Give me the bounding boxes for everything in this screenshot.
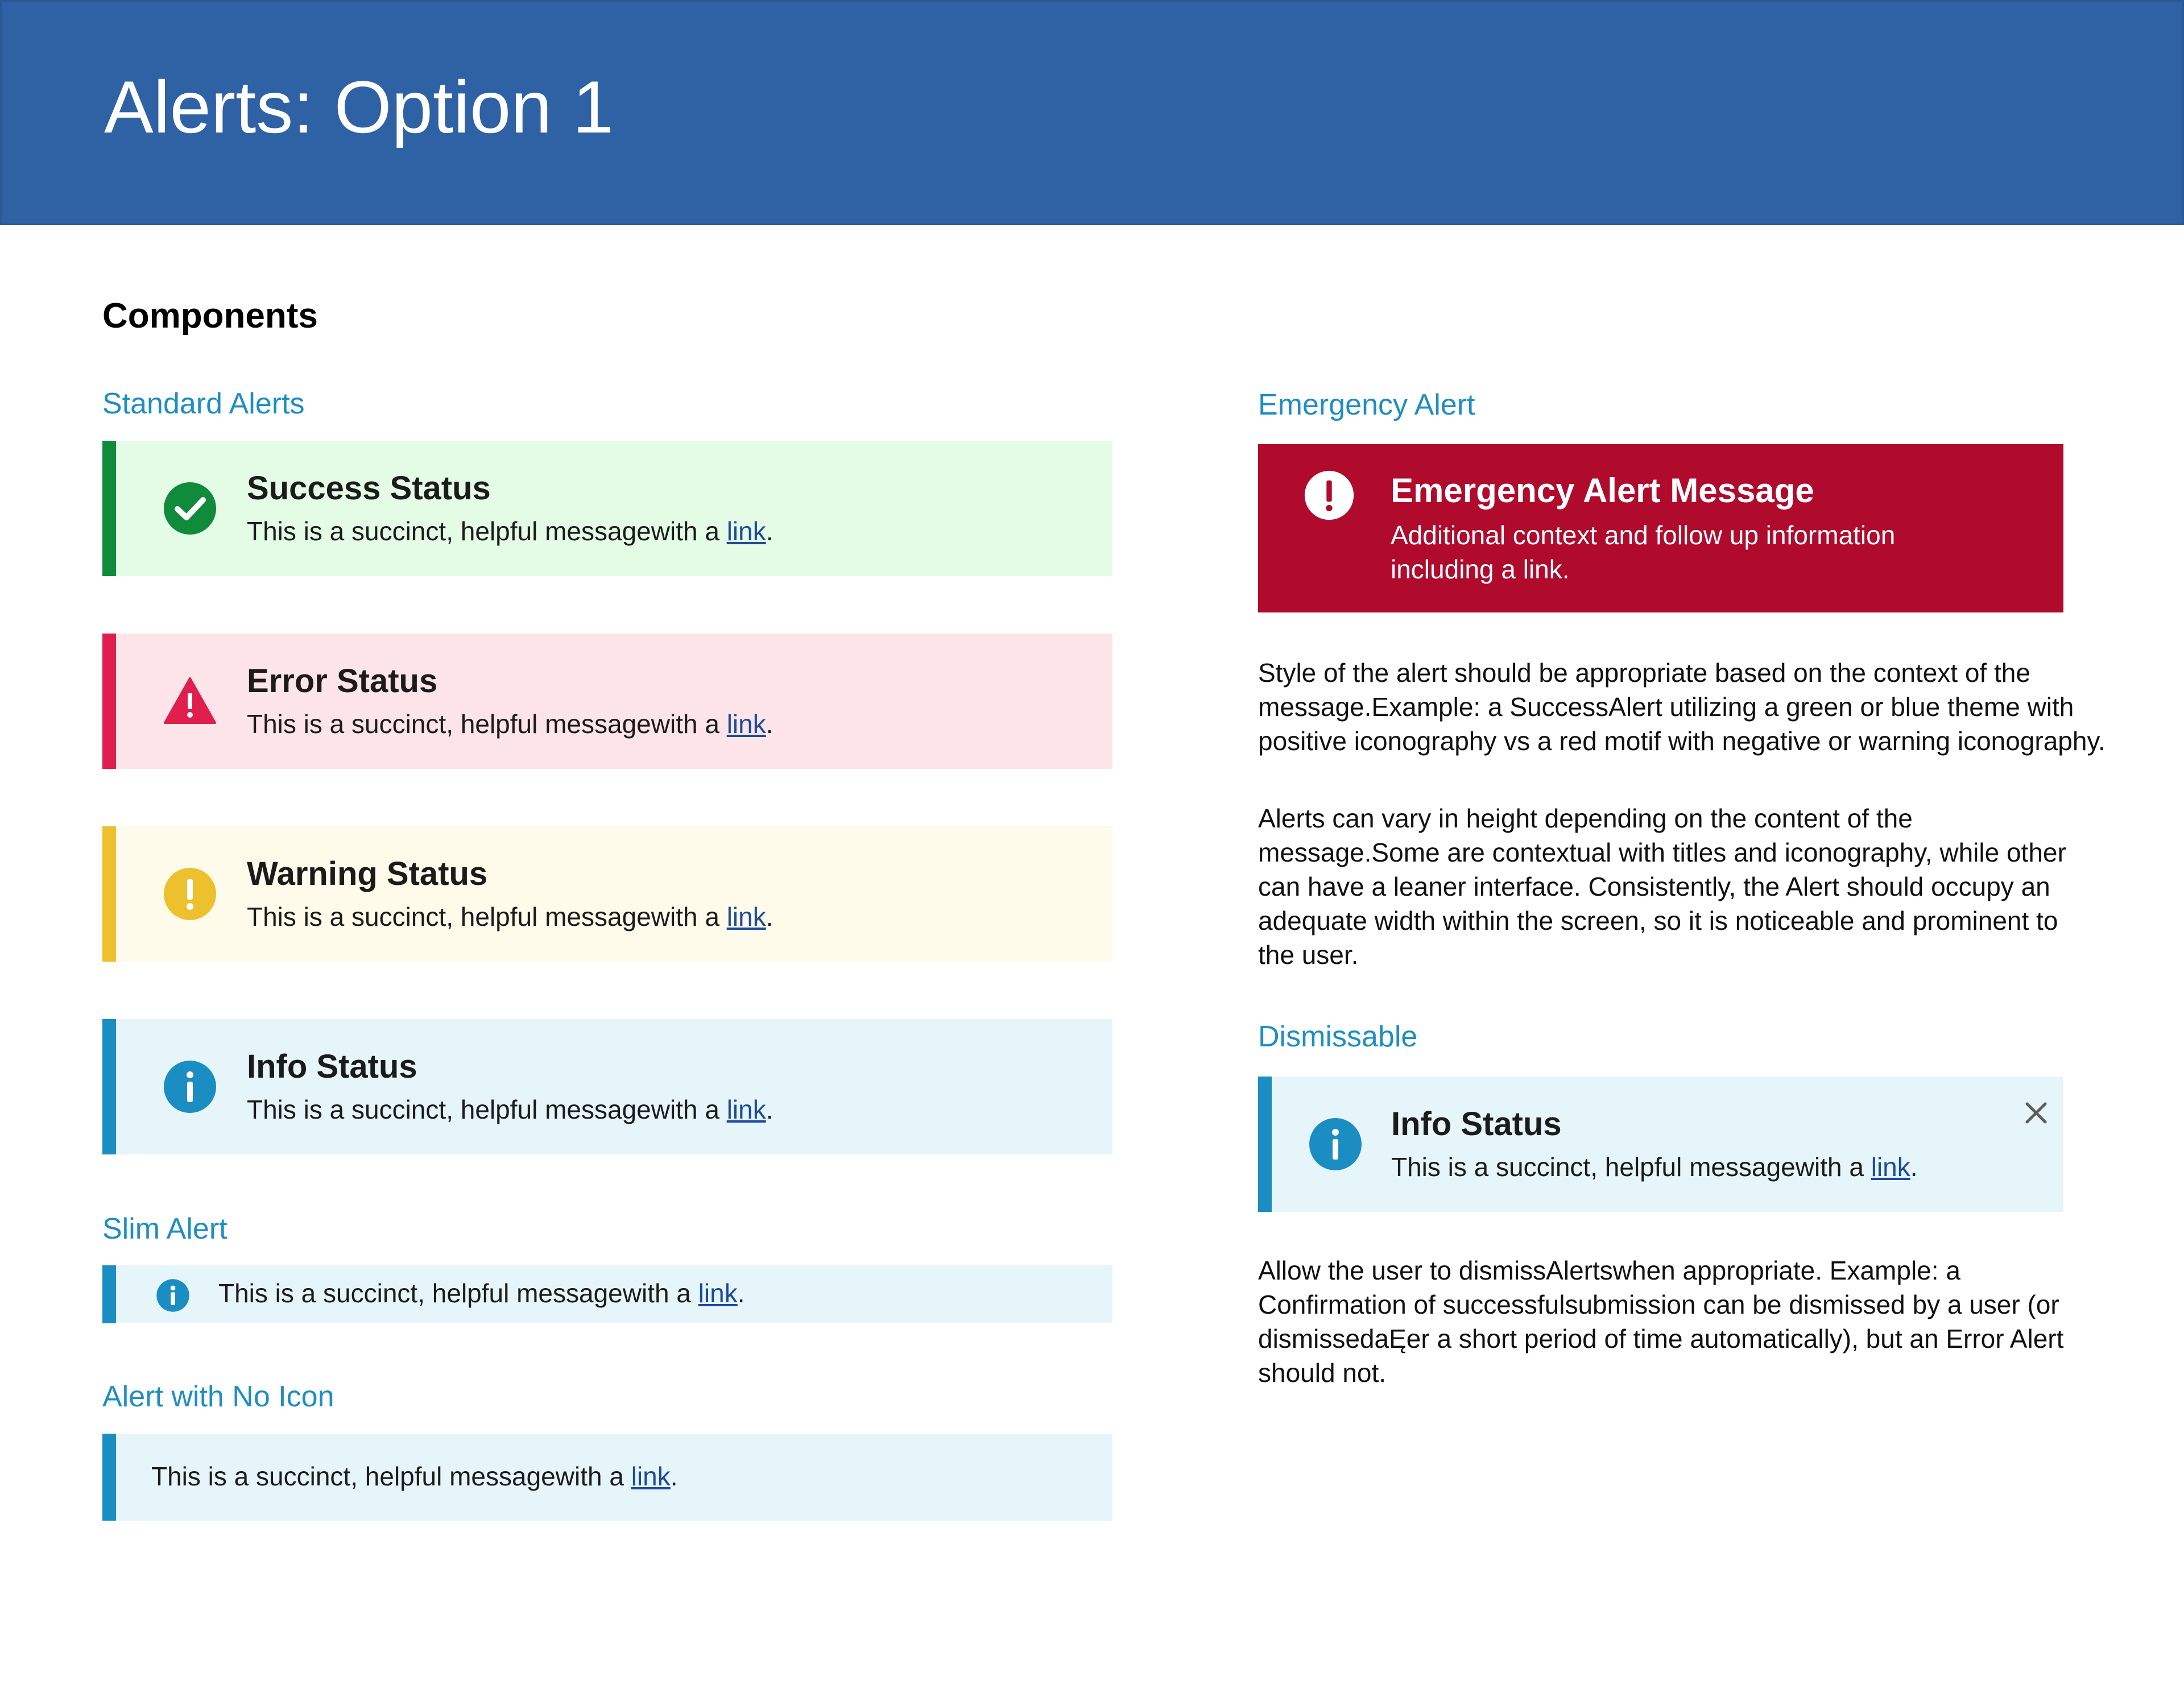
alert-message: This is a succinct, helpful messagewith a link. — [247, 709, 774, 739]
alert-message: This is a succinct, helpful messagewith a link. — [151, 1462, 678, 1491]
alert-title: Error Status — [247, 663, 438, 699]
alert-link[interactable]: link — [1871, 1152, 1910, 1182]
alert-message: This is a succinct, helpful messagewith a link. — [247, 516, 774, 546]
alert-link[interactable]: link — [726, 1095, 766, 1124]
alert-message: This is a succinct, helpful messagewith a link. — [247, 1095, 774, 1124]
alert-link[interactable]: link — [726, 516, 766, 546]
alert-link[interactable]: link — [726, 902, 766, 932]
alert-title: Success Status — [247, 470, 491, 507]
emergency-alert — [1258, 444, 2063, 612]
dismissable-label: Dismissable — [1258, 1020, 1418, 1053]
alert-message: This is a succinct, helpful messagewith a link. — [247, 902, 774, 932]
alert-message: This is a succinct, helpful messagewith a link. — [218, 1278, 745, 1308]
no-icon-alert-label: Alert with No Icon — [102, 1380, 334, 1413]
error-alert — [102, 634, 1112, 769]
alert-link[interactable]: link — [631, 1462, 671, 1491]
alert-link[interactable]: link — [726, 709, 766, 739]
style-guidance-text: Style of the alert should be appropriate based on the context of the message.Example: a SuccessAlert utilizing a green or blue theme with positive iconography vs a red motif with negative or warning iconography. — [1258, 658, 2106, 756]
alert-link[interactable]: link — [698, 1278, 738, 1308]
info-circle-icon — [156, 1278, 190, 1313]
info-circle-icon — [1308, 1117, 1363, 1171]
emergency-alert-title: Emergency Alert Message — [1391, 471, 1814, 510]
page-title: Alerts: Option 1 — [104, 65, 614, 148]
info-alert — [102, 1019, 1112, 1154]
warning-alert — [102, 826, 1112, 962]
components-heading: Components — [102, 296, 318, 336]
emergency-alert-body: Additional context and follow up information including a link. — [1391, 520, 1896, 584]
alert-title: Info Status — [247, 1048, 417, 1085]
dismissable-alert — [1258, 1077, 2063, 1212]
height-guidance-text: Alerts can vary in height depending on the content of the message.Some are contextual with titles and iconography, while other can have a leaner interface. Consistently, the Alert should occupy an adequate width within the screen, so it is noticeable and prominent to the user. — [1258, 804, 2066, 970]
dismiss-guidance-text: Allow the user to dismissAlertswhen appropriate. Example: a Confirmation of successfulsubmission can be dismissed by a user (or dismissedaĘer a short period of time automatically), but an Error Alert should not. — [1258, 1256, 2064, 1388]
success-alert — [102, 441, 1112, 576]
alert-title: Warning Status — [247, 855, 488, 892]
no-icon-alert — [102, 1434, 1112, 1521]
slim-alert — [102, 1265, 1112, 1323]
emergency-alert-label: Emergency Alert — [1258, 388, 1475, 421]
alert-title: Info Status — [1391, 1106, 1562, 1142]
page-header — [0, 0, 2184, 225]
close-icon[interactable] — [2020, 1097, 2052, 1129]
exclamation-circle-icon — [1304, 470, 1355, 521]
check-circle-icon — [163, 481, 217, 536]
slim-alert-label: Slim Alert — [102, 1212, 228, 1245]
exclamation-circle-icon — [163, 867, 217, 921]
warning-triangle-icon — [163, 674, 217, 728]
info-circle-icon — [163, 1059, 217, 1114]
standard-alerts-label: Standard Alerts — [102, 387, 305, 420]
alert-message: This is a succinct, helpful messagewith a link. — [1391, 1152, 1918, 1182]
